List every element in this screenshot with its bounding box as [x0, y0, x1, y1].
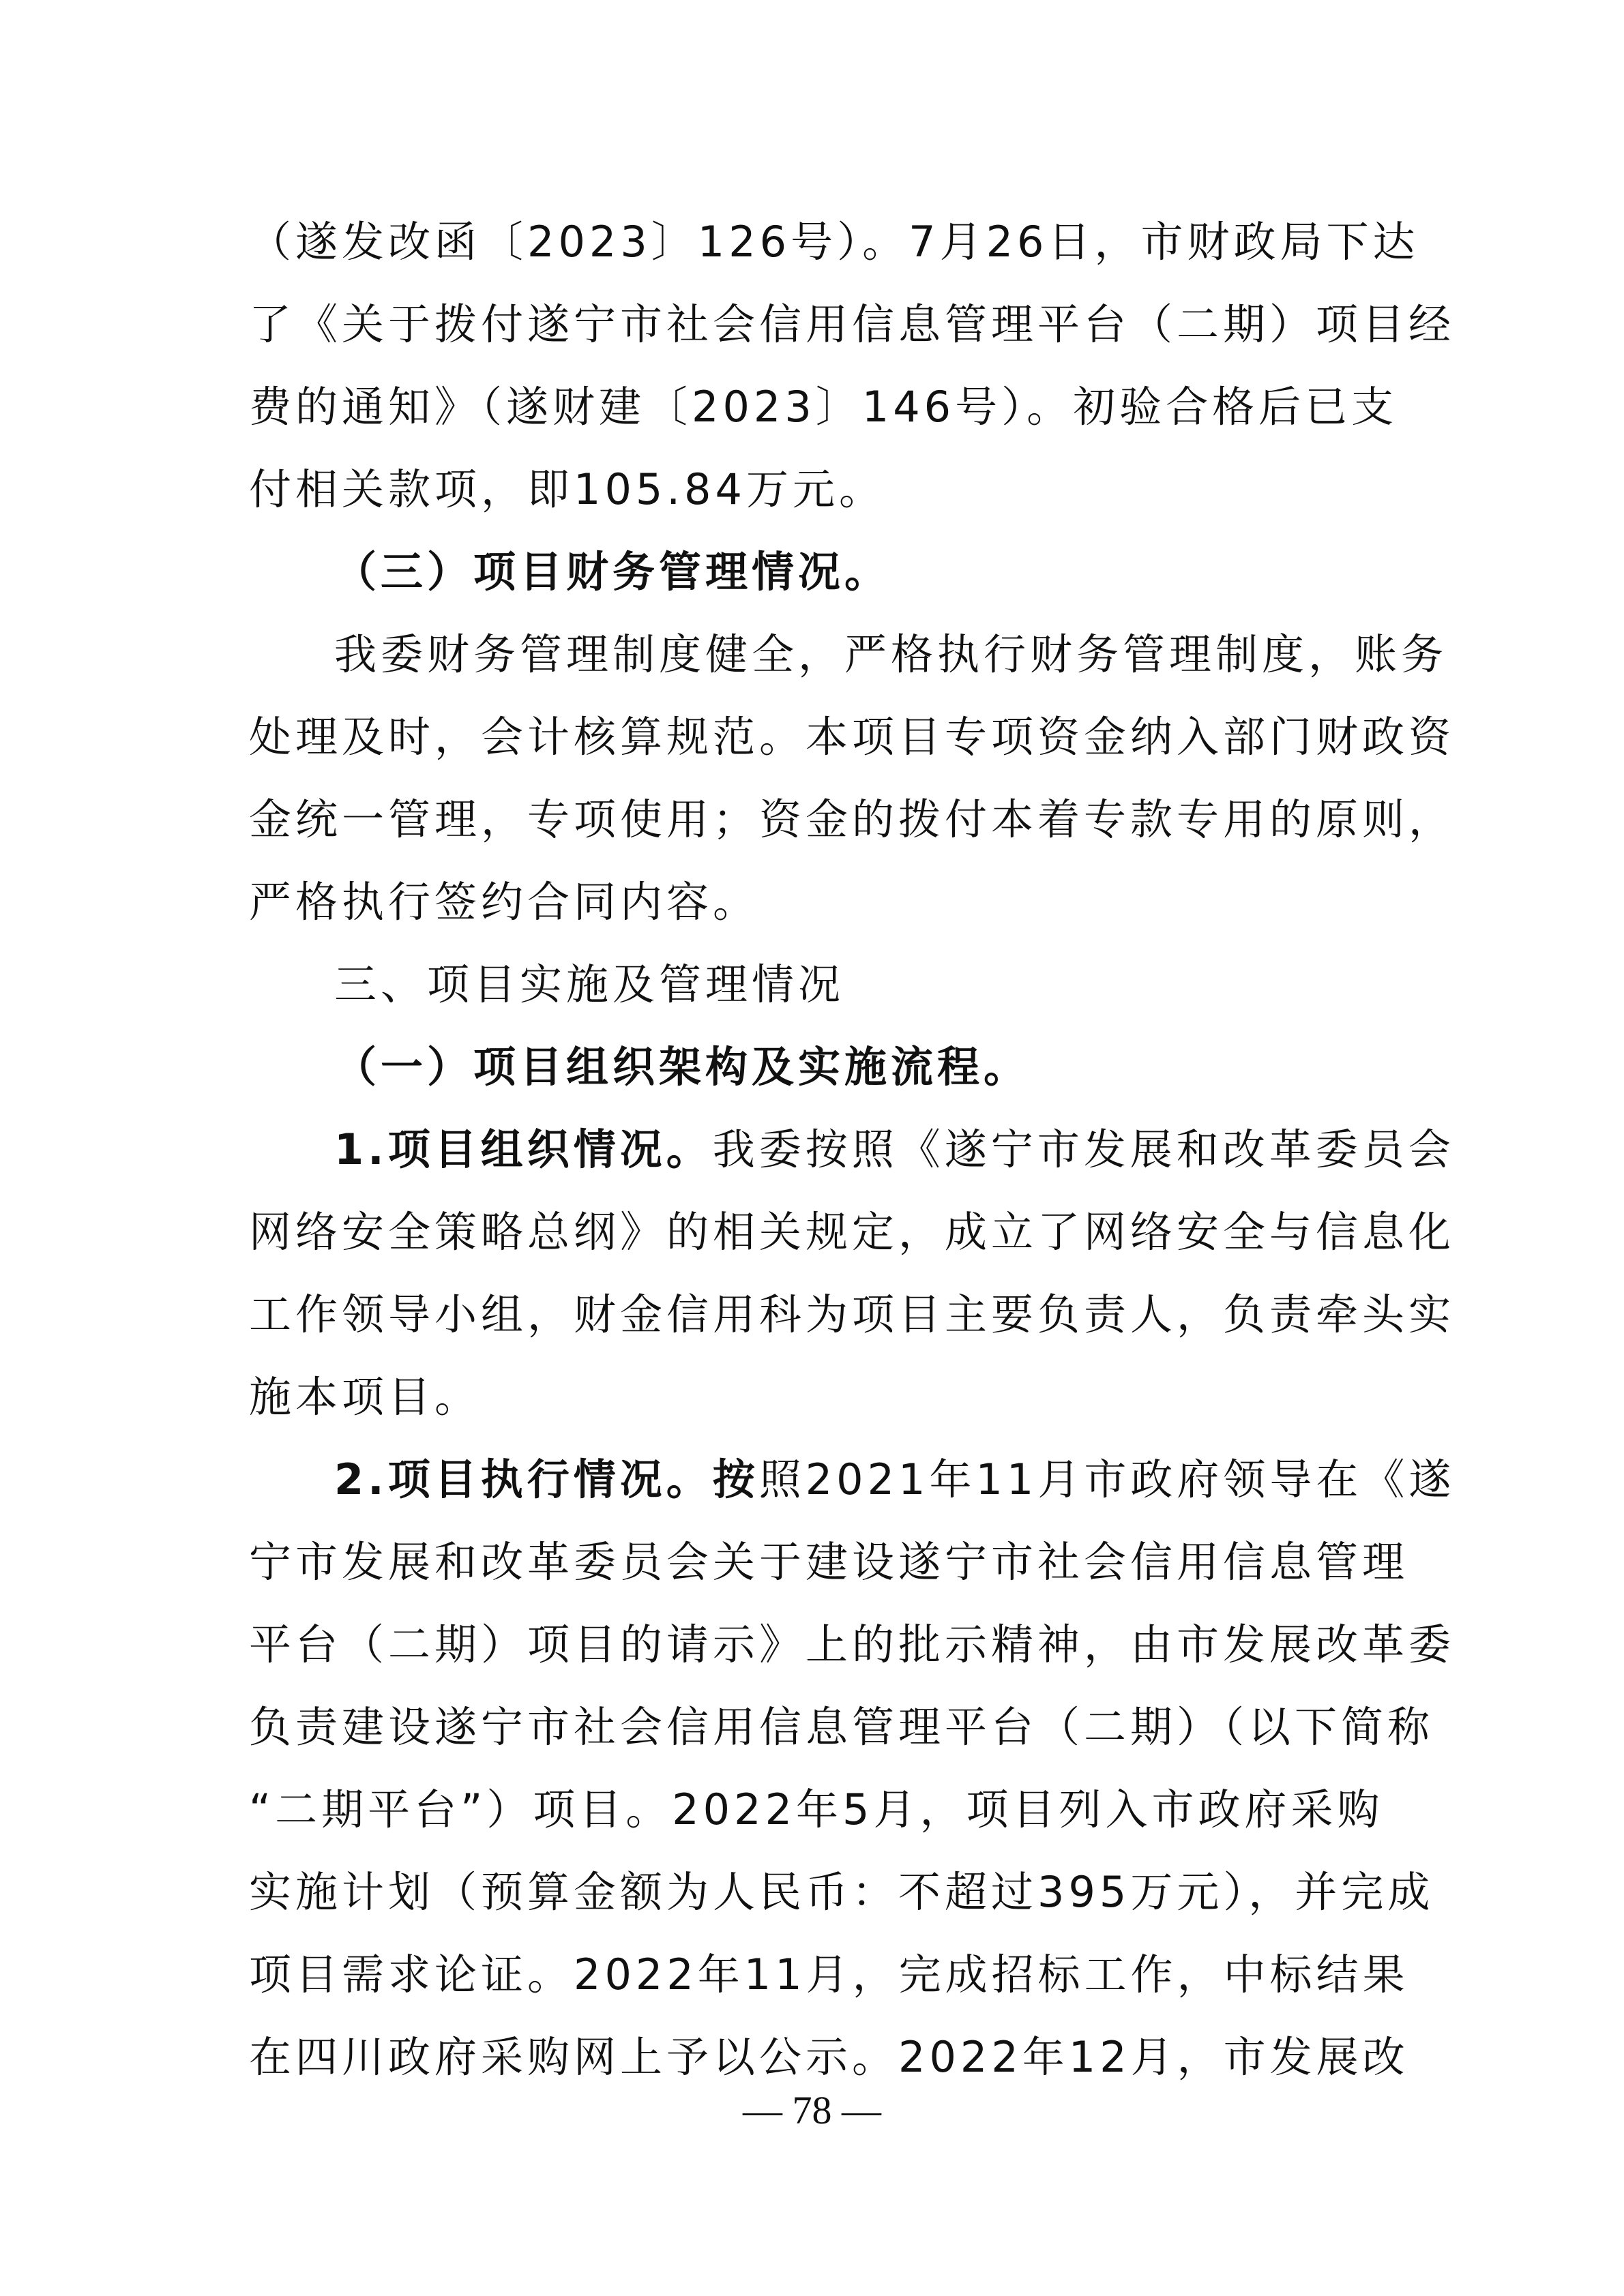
subsection-heading: （三）项目财务管理情况。 [334, 547, 891, 597]
body-text: 我委按照《遂宁市发展和改革委员会 [712, 1124, 1455, 1174]
body-line: 严格执行签约合同内容。 [249, 877, 760, 927]
body-line: 宁市发展和改革委员会关于建设遂宁市社会信用信息管理 [249, 1537, 1409, 1587]
body-line: 网络安全策略总纲》的相关规定，成立了网络安全与信息化 [249, 1207, 1456, 1257]
body-line: 我委财务管理制度健全，严格执行财务管理制度，账务 [334, 629, 1448, 679]
body-line [334, 1440, 1456, 1520]
body-line: 在四川政府采购网上予以公示。2022年12月，市发展改 [249, 2032, 1409, 2082]
body-line: “二期平台”）项目。2022年5月，项目列入市政府采购 [249, 1785, 1384, 1834]
body-line: 处理及时，会计核算规范。本项目专项资金纳入部门财政资 [249, 712, 1456, 762]
page-number: — 78 — [743, 2088, 881, 2132]
body-line: 金统一管理，专项使用；资金的拨付本着专款专用的原则， [249, 794, 1456, 844]
body-line: 费的通知》（遂财建〔2023〕146号）。初验合格后已支 [249, 382, 1398, 432]
body-text: 照2021年11月市政府领导在《遂 [758, 1455, 1456, 1504]
body-line: 施本项目。 [249, 1372, 482, 1422]
body-line [334, 1109, 1455, 1190]
body-line: 了《关于拨付遂宁市社会信用信息管理平台（二期）项目经 [249, 299, 1456, 349]
body-line: 工作领导小组，财金信用科为项目主要负责人，负责牵头实 [249, 1289, 1456, 1339]
body-line: 项目需求论证。2022年11月，完成招标工作，中标结果 [249, 1950, 1409, 1999]
body-line: 付相关款项，即105.84万元。 [249, 464, 885, 514]
subsection-heading: （一）项目组织架构及实施流程。 [334, 1042, 1031, 1092]
body-line: 实施计划（预算金额为人民币：不超过395万元），并完成 [249, 1867, 1434, 1917]
body-line: 平台（二期）项目的请示》上的批示精神，由市发展改革委 [249, 1620, 1456, 1669]
body-line: （遂发改函〔2023〕126号）。7月26日，市财政局下达 [249, 217, 1419, 267]
section-heading: 三、项目实施及管理情况 [334, 959, 845, 1009]
inline-heading: 1.项目组织情况。 [334, 1124, 713, 1174]
body-line: 负责建设遂宁市社会信用信息管理平台（二期）（以下简称 [249, 1702, 1434, 1752]
inline-heading: 2.项目执行情况。按 [334, 1455, 759, 1504]
